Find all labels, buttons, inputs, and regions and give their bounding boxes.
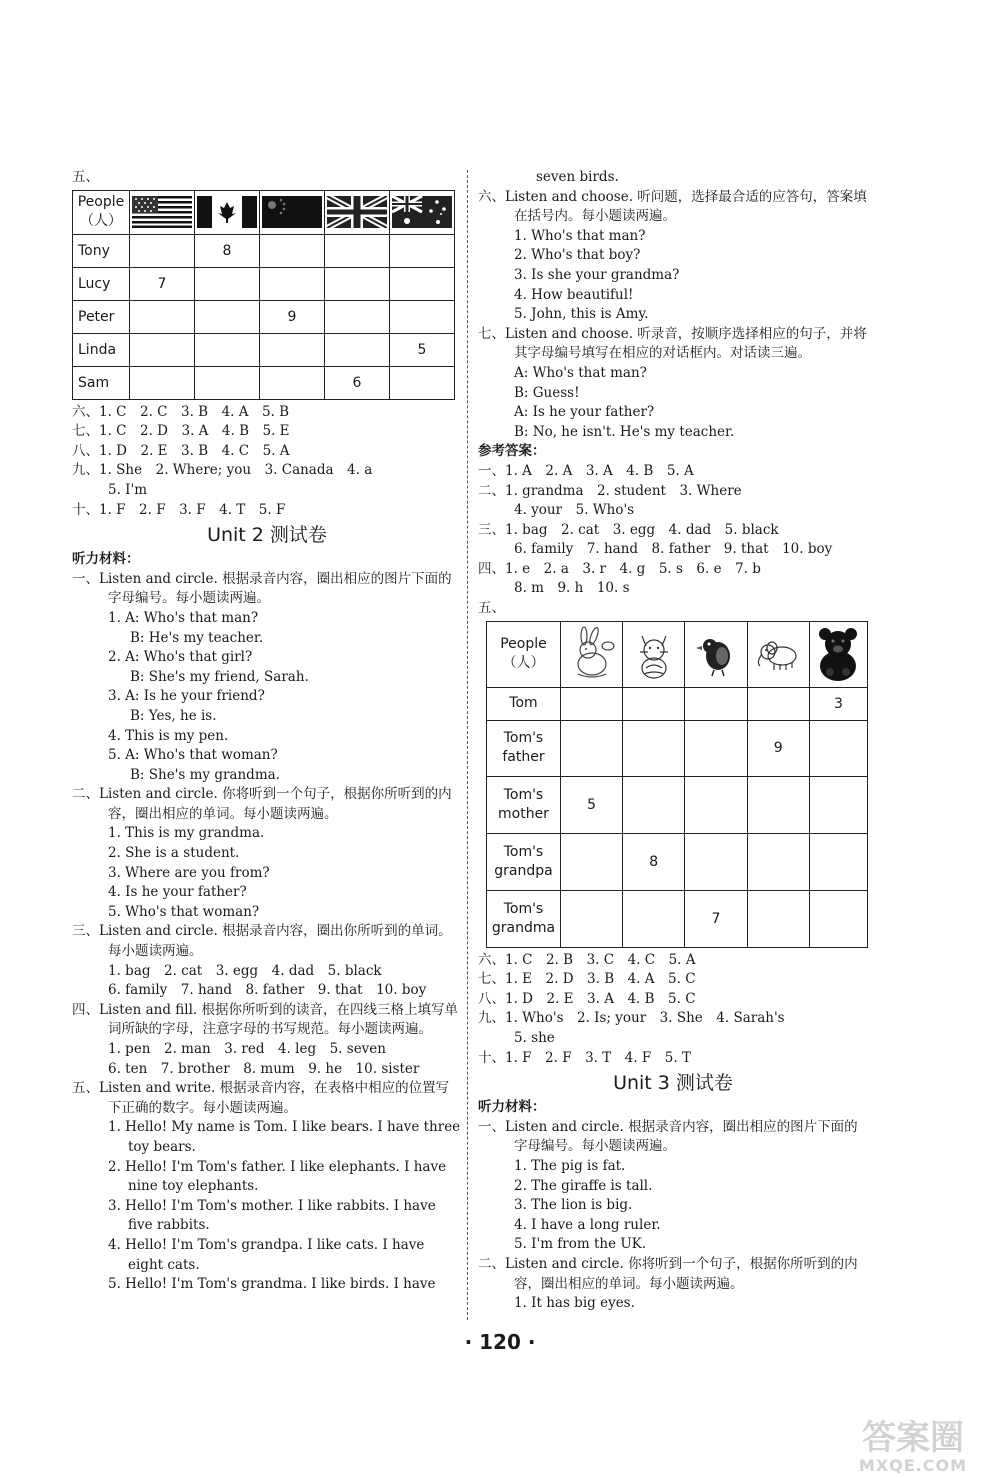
list-item: B: She's my friend, Sarah. (130, 668, 309, 685)
table-cell: 6 (325, 366, 390, 399)
list-item: 5. A: Who's that woman? (108, 747, 278, 764)
table-cell (195, 366, 260, 399)
table-cell (685, 776, 747, 833)
row-label: Tom's grandma (487, 890, 561, 947)
table-cell: 5 (390, 333, 455, 366)
table-cell (260, 333, 325, 366)
section-label: 五、 (72, 169, 99, 185)
question-heading: 一、Listen and circle. 根据录音内容，圈出相应的图片下面的字母编号。每小题读两遍。 (478, 1118, 858, 1155)
question-heading: 六、Listen and choose. 听问题，选择最合适的应答句，答案填在括号内。每小题读两遍。 (478, 188, 867, 225)
table-cell (195, 333, 260, 366)
unit2-title: Unit 2 测试卷 (207, 524, 327, 547)
table-cell (260, 366, 325, 399)
question-heading: 一、Listen and circle. 根据录音内容，圈出相应的图片下面的字母编号。每小题读两遍。 (72, 570, 452, 607)
list-item: 3. Is she your grandma? (514, 266, 680, 283)
list-item: 1. It has big eyes. (514, 1295, 635, 1312)
list-item: B: Yes, he is. (130, 707, 217, 724)
table-cell (623, 720, 685, 776)
list-item: 4. your 5. Who's (514, 502, 635, 519)
row-label: Tom (487, 687, 561, 720)
answer-lines (478, 951, 868, 1069)
row-label: Tom's grandpa (487, 833, 561, 890)
cat-picture (623, 621, 685, 687)
list-item: B: She's my grandma. (130, 766, 280, 783)
list-item: 5. she (514, 1030, 555, 1047)
list-item: 4. Is he your father? (108, 884, 247, 901)
list-item: 3. The lion is big. (514, 1197, 633, 1214)
table-cell (747, 776, 809, 833)
u3q2-items (478, 1294, 868, 1314)
people-header: People （人） (73, 190, 130, 234)
list-item: 1. Who's that man? (514, 227, 646, 244)
section-label: 五、 (478, 600, 505, 617)
q4-items (72, 1040, 462, 1079)
question-heading: 四、Listen and fill. 根据你所听到的读音，在四线三格上填写单词所缺的字母，注意字母的书写规范。每小题读两遍。 (72, 1001, 459, 1038)
table-cell: 5 (560, 776, 622, 833)
answer-line: 六、1. C 2. C 3. B 4. A 5. B (72, 403, 290, 420)
row-label: Lucy (73, 267, 130, 300)
list-item: 1. The pig is fat. (514, 1158, 626, 1174)
watermark-url: MXQE.COM (858, 1456, 968, 1475)
list-item: 2. The giraffe is tall. (514, 1177, 653, 1194)
row-label: Tony (73, 234, 130, 267)
table-cell: 8 (195, 234, 260, 267)
answer-line: 七、1. C 2. D 3. A 4. B 5. E (72, 423, 290, 440)
watermark-text: 答案圈 (862, 1418, 964, 1458)
table-cell (260, 234, 325, 267)
page-number: · 120 · (464, 1330, 536, 1354)
table-cell: 9 (260, 300, 325, 333)
list-item: 十、1. F 2. F 3. T 4. F 5. T (478, 1049, 691, 1066)
table-cell: 9 (747, 720, 809, 776)
uk-flag (325, 190, 390, 234)
answer-line: 八、1. D 2. E 3. B 4. C 5. A (72, 442, 290, 459)
table-cell: 8 (623, 833, 685, 890)
table-cell (130, 333, 195, 366)
list-item: 5. Hello! I'm Tom's grandma. I like birds. I have (108, 1276, 436, 1293)
table-cell (390, 300, 455, 333)
answer-lines (478, 462, 868, 599)
country-table (72, 190, 455, 400)
list-item: 8. m 9. h 10. s (514, 580, 630, 597)
question-heading: 五、Listen and write. 根据录音内容，在表格中相应的位置写下正确的数字。每小题读两遍。 (72, 1080, 450, 1116)
table-cell (685, 833, 747, 890)
rabbit-picture (560, 621, 622, 687)
list-item: 4. I have a long ruler. (514, 1216, 661, 1233)
table-cell (130, 366, 195, 399)
table-cell: 3 (809, 687, 867, 720)
list-item: 6. ten 7. brother 8. mum 9. he 10. sister (108, 1060, 420, 1077)
table-cell (809, 833, 867, 890)
list-item: 6. family 7. hand 8. father 9. that 10. boy (108, 982, 427, 999)
list-item: 3. Hello! I'm Tom's mother. I like rabbits. I have five rabbits. (108, 1197, 436, 1234)
list-item: 四、1. e 2. a 3. r 4. g 5. s 6. e 7. b (478, 560, 761, 577)
table-cell (560, 720, 622, 776)
list-item: 3. Where are you from? (108, 864, 270, 881)
bear-picture (809, 621, 867, 687)
reference-answers-label: 参考答案： (478, 443, 546, 460)
list-item: 2. She is a student. (108, 845, 240, 862)
table-cell: 7 (685, 890, 747, 947)
list-item: B: He's my teacher. (130, 629, 264, 646)
q6-items (478, 227, 868, 325)
table-cell (325, 267, 390, 300)
table-cell (747, 687, 809, 720)
answer-line: 十、1. F 2. F 3. F 4. T 5. F (72, 501, 286, 518)
question-heading: 二、Listen and circle. 你将听到一个句子，根据你所听到的内容，圈出相应的单词。每小题读两遍。 (478, 1255, 858, 1292)
table-cell (747, 890, 809, 947)
bird-picture (685, 621, 747, 687)
list-item: 4. This is my pen. (108, 727, 229, 744)
list-item: 2. Who's that boy? (514, 247, 641, 264)
list-item: 4. How beautiful! (514, 286, 634, 303)
table-cell (325, 234, 390, 267)
unit3-title: Unit 3 测试卷 (613, 1072, 733, 1095)
canada-flag (195, 190, 260, 234)
list-item: 6. family 7. hand 8. father 9. that 10. boy (514, 541, 833, 558)
list-item: 九、1. Who's 2. Is; your 3. She 4. Sarah's (478, 1010, 785, 1027)
table-cell (809, 776, 867, 833)
list-item: 5. Who's that woman? (108, 903, 260, 920)
answer-line: 5. I'm (108, 481, 148, 498)
list-item: 六、1. C 2. B 3. C 4. C 5. A (478, 951, 696, 968)
list-item: 1. pen 2. man 3. red 4. leg 5. seven (108, 1041, 386, 1057)
table-cell (390, 267, 455, 300)
table-cell (685, 720, 747, 776)
usa-flag (130, 190, 195, 234)
table-cell (195, 267, 260, 300)
table-cell (623, 687, 685, 720)
table-cell (195, 300, 260, 333)
list-item: 3. A: Is he your friend? (108, 688, 265, 705)
table-cell (390, 366, 455, 399)
list-item: B: Guess! (514, 384, 580, 401)
column-divider (467, 170, 468, 1320)
q5-items (72, 1118, 462, 1294)
listening-label: 听力材料： (72, 551, 140, 568)
china-flag (260, 190, 325, 234)
row-label: Tom's mother (487, 776, 561, 833)
table-cell (747, 833, 809, 890)
list-item: B: No, he isn't. He's my teacher. (514, 423, 735, 440)
people-header: People （人） (487, 621, 561, 687)
continued-text: seven birds. (536, 169, 619, 185)
table-cell: 7 (130, 267, 195, 300)
table-cell (390, 234, 455, 267)
list-item: 七、1. E 2. D 3. B 4. A 5. C (478, 971, 696, 988)
animal-table (486, 621, 868, 948)
table-cell (130, 234, 195, 267)
watermark-logo (838, 1420, 988, 1475)
u3q1-items (478, 1157, 868, 1255)
list-item: A: Is he your father? (514, 404, 655, 421)
row-label: Sam (73, 366, 130, 399)
elephant-picture (747, 621, 809, 687)
table-cell (260, 267, 325, 300)
table-cell (685, 687, 747, 720)
q7-items (478, 364, 868, 442)
table-cell (325, 300, 390, 333)
question-heading: 三、Listen and circle. 根据录音内容，圈出你所听到的单词。每小题读两遍。 (72, 923, 452, 960)
list-item: 八、1. D 2. E 3. A 4. B 5. C (478, 990, 696, 1007)
list-item: 1. A: Who's that man? (108, 609, 259, 626)
question-heading: 二、Listen and circle. 你将听到一个句子，根据你所听到的内容，圈出相应的单词。每小题读两遍。 (72, 786, 452, 822)
row-label: Tom's father (487, 720, 561, 776)
question-heading: 七、Listen and choose. 听录音，按顺序选择相应的句子，并将其字母编号填写在相应的对话框内。对话读三遍。 (478, 325, 867, 362)
australia-flag (390, 190, 455, 234)
table-cell (325, 333, 390, 366)
list-item: 4. Hello! I'm Tom's grandpa. I like cats. I have eight cats. (108, 1236, 425, 1273)
table-cell (623, 890, 685, 947)
list-item: 2. A: Who's that girl? (108, 649, 253, 666)
list-item: A: Who's that man? (514, 364, 647, 381)
table-cell (560, 687, 622, 720)
table-cell (560, 833, 622, 890)
table-cell (560, 890, 622, 947)
listening-label: 听力材料： (478, 1099, 546, 1116)
right-column (478, 168, 868, 1314)
list-item: 5. John, this is Amy. (514, 306, 649, 323)
table-cell (809, 720, 867, 776)
left-column (72, 168, 462, 1295)
row-label: Linda (73, 333, 130, 366)
q2-items (72, 824, 462, 922)
table-cell (130, 300, 195, 333)
list-item: 一、1. A 2. A 3. A 4. B 5. A (478, 462, 694, 479)
table-cell (809, 890, 867, 947)
table-cell (623, 776, 685, 833)
list-item: 二、1. grandma 2. student 3. Where (478, 482, 742, 499)
list-item: 5. I'm from the UK. (514, 1236, 647, 1253)
list-item: 2. Hello! I'm Tom's father. I like elephants. I have nine toy elephants. (108, 1158, 447, 1195)
row-label: Peter (73, 300, 130, 333)
list-item: 1. bag 2. cat 3. egg 4. dad 5. black (108, 962, 382, 979)
q1-items (72, 609, 462, 785)
list-item: 三、1. bag 2. cat 3. egg 4. dad 5. black (478, 521, 779, 538)
q3-items (72, 962, 462, 1001)
answer-line: 九、1. She 2. Where; you 3. Canada 4. a (72, 462, 373, 479)
list-item: 1. This is my grandma. (108, 825, 265, 842)
list-item: 1. Hello! My name is Tom. I like bears. I have three toy bears. (108, 1119, 461, 1155)
